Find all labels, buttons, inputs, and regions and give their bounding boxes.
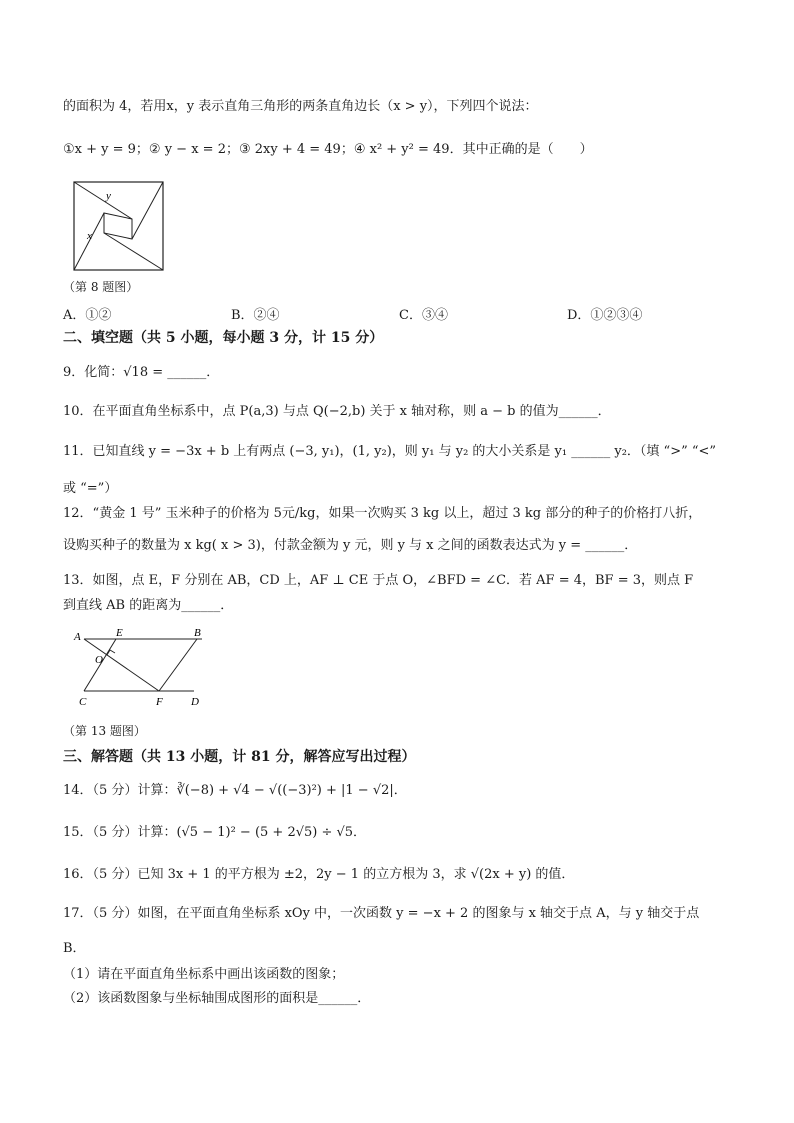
fig8-caption: （第 8 题图） bbox=[63, 280, 139, 294]
q17-line-3: （1）请在平面直角坐标系中画出该函数的图象； bbox=[63, 967, 345, 982]
q8-line-1: 的面积为 4，若用x，y 表示直角三角形的两条直角边长（x > y），下列四个说法： bbox=[63, 99, 538, 114]
section-2-heading: 二、填空题（共 5 小题，每小题 3 分，计 15 分） bbox=[63, 330, 384, 346]
option-b: B．②④ bbox=[231, 308, 280, 323]
figure-13 bbox=[70, 625, 215, 710]
fig13-label-e: E bbox=[116, 627, 123, 639]
q16: 16．（5 分）已知 3x + 1 的平方根为 ±2，2y − 1 的立方根为 3，求 √(2x + y) 的值． bbox=[63, 867, 575, 882]
fig13-label-o: O bbox=[95, 654, 103, 666]
q15: 15．（5 分）计算：(√5 − 1)² − (5 + 2√5) ÷ √5． bbox=[63, 825, 367, 840]
q13-line-2: 到直线 AB 的距离为______． bbox=[63, 598, 234, 613]
section-3-heading: 三、解答题（共 13 小题，计 81 分，解答应写出过程） bbox=[63, 749, 416, 765]
q13-line-1: 13．如图，点 E，F 分别在 AB，CD 上，AF ⊥ CE 于点 O，∠BFD = ∠C．若 AF = 4，BF = 3，则点 F bbox=[63, 573, 694, 588]
q10: 10．在平面直角坐标系中，点 P(a,3) 与点 Q(−2,b) 关于 x 轴对称，则 a − b 的值为______． bbox=[63, 404, 611, 419]
q11-line-1: 11．已知直线 y = −3x + b 上有两点 (−3, y₁)，(1, y₂)，则 y₁ 与 y₂ 的大小关系是 y₁ ______ y₂．（填 “>” “<” bbox=[63, 444, 717, 459]
option-d: D．①②③④ bbox=[567, 308, 643, 323]
fig13-label-b: B bbox=[194, 627, 201, 639]
fig13-caption: （第 13 题图） bbox=[63, 724, 146, 738]
option-c: C．③④ bbox=[399, 308, 448, 323]
q14: 14．（5 分）计算：∛(−8) + √4 − √((−3)²) + |1 − √2|． bbox=[63, 783, 407, 798]
fig8-label-y: y bbox=[106, 190, 111, 202]
fig13-label-f: F bbox=[156, 696, 163, 708]
q17-line-4: （2）该函数图象与坐标轴围成图形的面积是______． bbox=[63, 991, 371, 1006]
q11-line-2: 或 “=”） bbox=[63, 481, 118, 496]
figure-8 bbox=[73, 181, 165, 273]
fig13-label-d: D bbox=[191, 696, 199, 708]
q12-line-1: 12．“黄金 1 号” 玉米种子的价格为 5元/kg，如果一次购买 3 kg 以上，超过 3 kg 部分的种子的价格打八折， bbox=[63, 506, 702, 521]
q17-line-1: 17．（5 分）如图，在平面直角坐标系 xOy 中，一次函数 y = −x + 2 的图象与 x 轴交于点 A，与 y 轴交于点 bbox=[63, 906, 700, 921]
fig13-label-a: A bbox=[74, 631, 81, 643]
q12-line-2: 设购买种子的数量为 x kg( x > 3)，付款金额为 y 元，则 y 与 x 之间的函数表达式为 y = ______． bbox=[63, 538, 638, 553]
fig8-label-x: x bbox=[87, 230, 92, 242]
option-a: A．①② bbox=[63, 308, 112, 323]
q17-line-2: B． bbox=[63, 941, 86, 956]
q9: 9．化简：√18 = ______． bbox=[63, 365, 220, 380]
q8-line-2: ①x + y = 9；② y − x = 2；③ 2xy + 4 = 49；④ x² + y² = 49．其中正确的是（ ） bbox=[63, 142, 593, 157]
fig13-label-c: C bbox=[79, 696, 87, 708]
